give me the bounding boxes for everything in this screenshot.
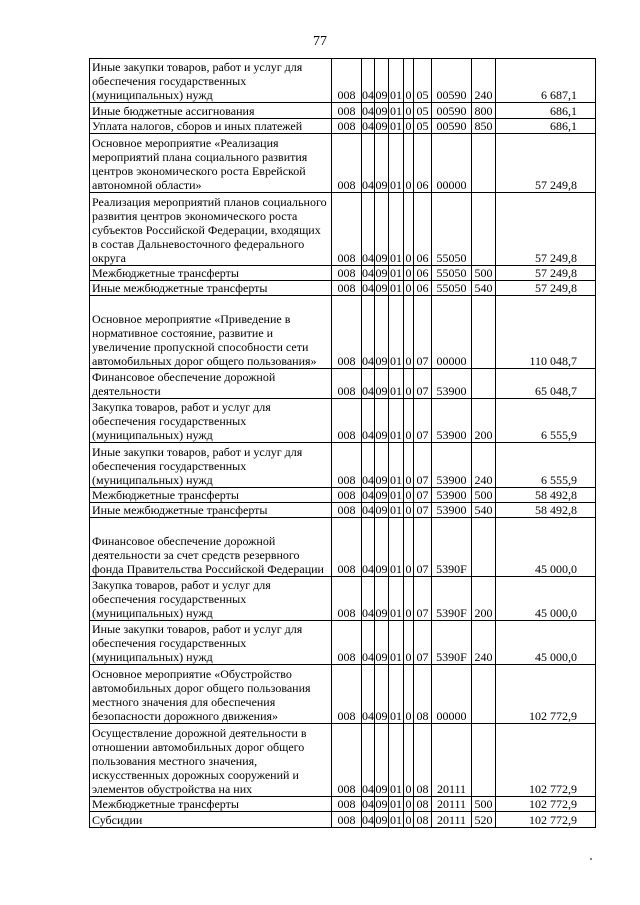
subsection-code: 09 — [375, 621, 389, 665]
section-code: 04 — [362, 133, 375, 192]
subsection-code: 09 — [375, 192, 389, 265]
row-name: Иные бюджетные ассигнования — [90, 103, 332, 118]
section-code: 04 — [362, 576, 375, 620]
ministry-code: 008 — [332, 192, 362, 265]
amount: 6 687,1 — [496, 59, 596, 103]
page-number: 77 — [313, 34, 327, 49]
row-name: Межбюджетные трансферты — [90, 265, 332, 280]
direction-code: 53900 — [432, 443, 472, 487]
activity-code: 07 — [414, 487, 432, 502]
subsection-code: 09 — [375, 369, 389, 399]
amount: 45 000,0 — [496, 621, 596, 665]
section-code: 04 — [362, 487, 374, 502]
subsection-code: 09 — [375, 59, 389, 103]
subsection-code: 09 — [375, 665, 389, 724]
subprogram-code: 0 — [405, 503, 412, 518]
scan-speck — [590, 858, 592, 860]
subsection-code: 09 — [375, 576, 389, 620]
row-name: Иные закупки товаров, работ и услуг для обеспечения государственных (муниципальных) нужд — [90, 443, 332, 487]
activity-code: 08 — [414, 812, 432, 827]
direction-code: 20111 — [432, 723, 472, 796]
direction-code: 00590 — [432, 103, 472, 118]
program-code: 01 — [390, 797, 402, 812]
amount: 6 555,9 — [496, 399, 596, 443]
amount: 57 249,8 — [496, 192, 596, 265]
section-code: 04 — [362, 797, 374, 812]
subprogram-code: 0 — [404, 723, 414, 796]
activity-code: 07 — [414, 502, 432, 517]
amount: 110 048,7 — [496, 296, 596, 369]
program-code: 01 — [389, 59, 404, 103]
ministry-code: 008 — [332, 265, 362, 280]
subsection-code: 09 — [375, 503, 388, 518]
program-code: 01 — [390, 487, 402, 502]
amount: 102 772,9 — [496, 723, 596, 796]
subprogram-code: 0 — [404, 133, 414, 192]
section-code: 04 — [362, 369, 375, 399]
subprogram-code: 0 — [405, 103, 412, 118]
direction-code: 00000 — [432, 133, 472, 192]
table-row — [90, 133, 596, 192]
amount: 57 249,8 — [496, 133, 596, 192]
section-code: 04 — [362, 399, 375, 443]
ministry-code: 008 — [332, 399, 362, 443]
expense-type-code: 200 — [472, 399, 496, 443]
table-row — [90, 369, 596, 399]
expense-type-code — [472, 665, 496, 724]
row-name: Иные межбюджетные трансферты — [90, 502, 332, 517]
subprogram-code: 0 — [405, 265, 412, 280]
direction-code: 00590 — [432, 118, 472, 133]
subsection-code: 09 — [375, 812, 388, 827]
direction-code: 55050 — [432, 265, 472, 280]
expense-type-code — [472, 723, 496, 796]
table-row — [90, 59, 596, 103]
program-code: 01 — [389, 369, 404, 399]
subsection-code: 09 — [375, 281, 388, 296]
ministry-code: 008 — [332, 280, 362, 295]
row-name: Основное мероприятие «Реализация мероприятий плана социального развития центров экономического роста Еврейской автономной области» — [90, 133, 332, 192]
subprogram-code: 0 — [404, 369, 414, 399]
ministry-code: 008 — [332, 621, 362, 665]
table-row — [90, 576, 596, 620]
section-code: 04 — [362, 518, 375, 577]
table-row — [90, 296, 596, 369]
subprogram-code: 0 — [404, 192, 414, 265]
row-name: Иные закупки товаров, работ и услуг для обеспечения государственных (муниципальных) нужд — [90, 621, 332, 665]
row-name: Реализация мероприятий планов социального развития центров экономического роста субъектов Российской Федерации, входящих в состав Дальневосточного федерального округа — [90, 192, 332, 265]
table-row — [90, 280, 596, 295]
activity-code: 08 — [414, 665, 432, 724]
activity-code: 05 — [414, 118, 432, 133]
table-row — [90, 621, 596, 665]
table-row — [90, 192, 596, 265]
table-row — [90, 399, 596, 443]
expense-type-code: 240 — [472, 59, 496, 103]
activity-code: 07 — [414, 443, 432, 487]
program-code: 01 — [390, 812, 402, 827]
expense-type-code: 500 — [472, 796, 496, 811]
subprogram-code: 0 — [404, 621, 414, 665]
expense-type-code — [472, 296, 496, 369]
subsection-code: 09 — [375, 103, 388, 118]
ministry-code: 008 — [332, 502, 362, 517]
activity-code: 06 — [414, 265, 432, 280]
direction-code: 00000 — [432, 665, 472, 724]
expense-type-code — [472, 133, 496, 192]
row-name: Закупка товаров, работ и услуг для обеспечения государственных (муниципальных) нужд — [90, 399, 332, 443]
subsection-code: 09 — [375, 133, 389, 192]
amount: 58 492,8 — [496, 487, 596, 502]
expense-type-code: 540 — [472, 502, 496, 517]
subprogram-code: 0 — [405, 487, 412, 502]
direction-code: 53900 — [432, 369, 472, 399]
section-code: 04 — [362, 665, 375, 724]
direction-code: 55050 — [432, 192, 472, 265]
section-code: 04 — [362, 503, 374, 518]
activity-code: 08 — [414, 723, 432, 796]
expense-type-code: 850 — [472, 118, 496, 133]
program-code: 01 — [389, 192, 404, 265]
amount: 57 249,8 — [496, 265, 596, 280]
subprogram-code: 0 — [404, 576, 414, 620]
activity-code: 07 — [414, 621, 432, 665]
amount: 102 772,9 — [496, 812, 596, 827]
section-code: 04 — [362, 621, 375, 665]
subprogram-code: 0 — [404, 443, 414, 487]
ministry-code: 008 — [332, 59, 362, 103]
section-code: 04 — [362, 296, 375, 369]
row-name: Осуществление дорожной деятельности в отношении автомобильных дорог общего пользования местного значения, искусственных дорожных сооружений и элементов обустройства на них — [90, 723, 332, 796]
amount: 686,1 — [496, 118, 596, 133]
amount: 57 249,8 — [496, 280, 596, 295]
subsection-code: 09 — [375, 487, 388, 502]
subprogram-code: 0 — [405, 281, 412, 296]
ministry-code: 008 — [332, 296, 362, 369]
subsection-code: 09 — [375, 443, 389, 487]
program-code: 01 — [389, 443, 404, 487]
direction-code: 5390F — [432, 518, 472, 577]
ministry-code: 008 — [332, 796, 362, 811]
expense-type-code: 500 — [472, 265, 496, 280]
ministry-code: 008 — [332, 133, 362, 192]
activity-code: 07 — [414, 296, 432, 369]
expense-type-code: 800 — [472, 103, 496, 118]
activity-code: 05 — [414, 59, 432, 103]
section-code: 04 — [362, 103, 374, 118]
section-code: 04 — [362, 265, 374, 280]
row-name: Межбюджетные трансферты — [90, 796, 332, 811]
row-name: Межбюджетные трансферты — [90, 487, 332, 502]
program-code: 01 — [389, 518, 404, 577]
table-row — [90, 118, 596, 133]
ministry-code: 008 — [332, 487, 362, 502]
expense-type-code: 540 — [472, 280, 496, 295]
amount: 686,1 — [496, 103, 596, 118]
subprogram-code: 0 — [404, 59, 414, 103]
program-code: 01 — [390, 118, 402, 133]
section-code: 04 — [362, 443, 375, 487]
activity-code: 06 — [414, 280, 432, 295]
subsection-code: 09 — [375, 723, 389, 796]
direction-code: 55050 — [432, 280, 472, 295]
expense-type-code: 500 — [472, 487, 496, 502]
direction-code: 00590 — [432, 59, 472, 103]
program-code: 01 — [389, 296, 404, 369]
ministry-code: 008 — [332, 723, 362, 796]
row-name: Иные межбюджетные трансферты — [90, 280, 332, 295]
expense-type-code: 240 — [472, 443, 496, 487]
subprogram-code: 0 — [404, 665, 414, 724]
subprogram-code: 0 — [404, 296, 414, 369]
expense-type-code: 240 — [472, 621, 496, 665]
section-code: 04 — [362, 812, 374, 827]
subsection-code: 09 — [375, 399, 389, 443]
row-name: Уплата налогов, сборов и иных платежей — [90, 118, 332, 133]
amount: 45 000,0 — [496, 576, 596, 620]
section-code: 04 — [362, 118, 374, 133]
direction-code: 53900 — [432, 487, 472, 502]
table-row — [90, 665, 596, 724]
ministry-code: 008 — [332, 665, 362, 724]
row-name: Иные закупки товаров, работ и услуг для обеспечения государственных (муниципальных) нужд — [90, 59, 332, 103]
amount: 58 492,8 — [496, 502, 596, 517]
activity-code: 07 — [414, 399, 432, 443]
row-name: Финансовое обеспечение дорожной деятельности за счет средств резервного фонда Правительства Российской Федерации — [90, 518, 332, 577]
program-code: 01 — [390, 103, 402, 118]
direction-code: 20111 — [432, 796, 472, 811]
subsection-code: 09 — [375, 296, 389, 369]
subprogram-code: 0 — [404, 518, 414, 577]
program-code: 01 — [390, 281, 402, 296]
direction-code: 5390F — [432, 576, 472, 620]
ministry-code: 008 — [332, 576, 362, 620]
table-row — [90, 443, 596, 487]
direction-code: 53900 — [432, 399, 472, 443]
table-body — [90, 59, 596, 828]
activity-code: 05 — [414, 103, 432, 118]
program-code: 01 — [389, 665, 404, 724]
section-code: 04 — [362, 192, 375, 265]
ministry-code: 008 — [332, 443, 362, 487]
activity-code: 07 — [414, 518, 432, 577]
direction-code: 53900 — [432, 502, 472, 517]
row-name: Закупка товаров, работ и услуг для обеспечения государственных (муниципальных) нужд — [90, 576, 332, 620]
row-name: Финансовое обеспечение дорожной деятельности — [90, 369, 332, 399]
amount: 65 048,7 — [496, 369, 596, 399]
program-code: 01 — [389, 133, 404, 192]
subprogram-code: 0 — [405, 797, 412, 812]
program-code: 01 — [389, 576, 404, 620]
amount: 6 555,9 — [496, 443, 596, 487]
expense-type-code: 520 — [472, 812, 496, 827]
expense-type-code — [472, 192, 496, 265]
amount: 45 000,0 — [496, 518, 596, 577]
budget-table — [89, 58, 596, 828]
program-code: 01 — [389, 723, 404, 796]
direction-code: 00000 — [432, 296, 472, 369]
activity-code: 06 — [414, 192, 432, 265]
subsection-code: 09 — [375, 797, 388, 812]
program-code: 01 — [390, 265, 402, 280]
activity-code: 06 — [414, 133, 432, 192]
ministry-code: 008 — [332, 518, 362, 577]
ministry-code: 008 — [332, 118, 362, 133]
expense-type-code — [472, 369, 496, 399]
activity-code: 07 — [414, 369, 432, 399]
table-row — [90, 265, 596, 280]
section-code: 04 — [362, 723, 375, 796]
subsection-code: 09 — [375, 518, 389, 577]
ministry-code: 008 — [332, 812, 362, 827]
direction-code: 20111 — [432, 812, 472, 827]
expense-type-code — [472, 518, 496, 577]
program-code: 01 — [390, 503, 402, 518]
row-name: Субсидии — [90, 812, 332, 827]
table-row — [90, 723, 596, 796]
activity-code: 07 — [414, 576, 432, 620]
ministry-code: 008 — [332, 369, 362, 399]
table-row — [90, 812, 596, 827]
program-code: 01 — [389, 399, 404, 443]
table-row — [90, 518, 596, 577]
subprogram-code: 0 — [405, 812, 412, 827]
row-name: Основное мероприятие «Обустройство автомобильных дорог общего пользования местного значения для обеспечения безопасности дорожного движения» — [90, 665, 332, 724]
subsection-code: 09 — [375, 265, 388, 280]
table-row — [90, 487, 596, 502]
table-row — [90, 502, 596, 517]
direction-code: 5390F — [432, 621, 472, 665]
amount: 102 772,9 — [496, 796, 596, 811]
program-code: 01 — [389, 621, 404, 665]
amount: 102 772,9 — [496, 665, 596, 724]
section-code: 04 — [362, 281, 374, 296]
subprogram-code: 0 — [405, 118, 412, 133]
section-code: 04 — [362, 59, 375, 103]
row-name: Основное мероприятие «Приведение в нормативное состояние, развитие и увеличение пропускной способности сети автомобильных дорог общего пользования» — [90, 296, 332, 369]
activity-code: 08 — [414, 796, 432, 811]
subsection-code: 09 — [375, 118, 388, 133]
subprogram-code: 0 — [404, 399, 414, 443]
table-row — [90, 796, 596, 811]
ministry-code: 008 — [332, 103, 362, 118]
expense-type-code: 200 — [472, 576, 496, 620]
table-row — [90, 103, 596, 118]
